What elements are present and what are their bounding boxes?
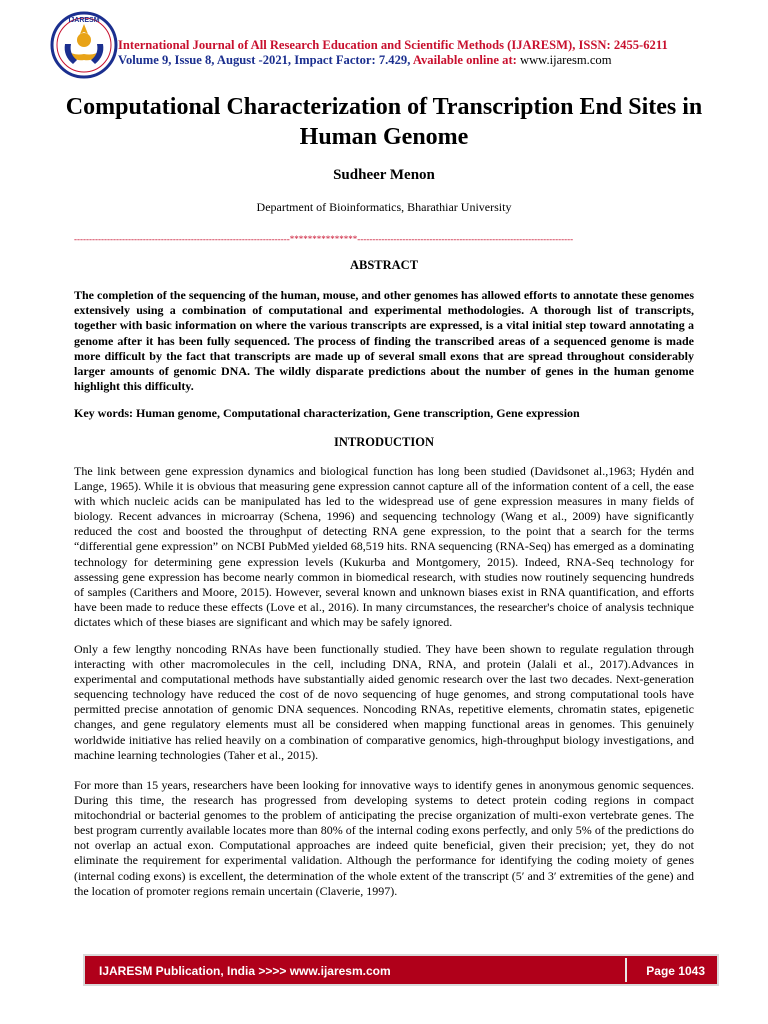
journal-site-link[interactable]: www.ijaresm.com bbox=[519, 53, 612, 67]
journal-logo bbox=[49, 10, 119, 80]
page-footer bbox=[83, 954, 719, 986]
abstract-heading: ABSTRACT bbox=[349, 258, 419, 272]
keywords: Key words: Human genome, Computational characterization, Gene transcription, Gene expression bbox=[74, 406, 580, 420]
journal-name: International Journal of All Research Education and Scientific Methods (IJARESM), bbox=[118, 38, 576, 52]
journal-issn: ISSN: 2455-6211 bbox=[578, 38, 668, 52]
author-affiliation: Department of Bioinformatics, Bharathiar University bbox=[256, 200, 512, 214]
intro-paragraph-1: The link between gene expression dynamics and biological function has long been studied (Davidsonet al.,1963; Hydén and Lange, 1965). While it is obvious that measuring gene expression cannot capture all of the information content of a cell, the ease with which nucleic acids can be manipulated has led to the widespread use of gene expression measures in many fields of biology. Recent advances in microarray (Schena, 1996) and sequencing technology (Wang et al., 2009) have significantly reduced the cost and boosted the throughput of detecting RNA gene expression, to the point that a search for the terms “differential gene expression” on NCBI PubMed yielded 68,519 hits. RNA sequencing (RNA-Seq) has emerged as a dominating technology for determining gene expression levels (Kukurba and Montgomery, 2015). Indeed, RNA-Seq technology for assessing gene expression has become nearly common in biomedical research, with studies now routinely sequencing hundreds of samples (Carithers and Moore, 2015). However, several known and unknown biases exist in RNA quantification, and efforts have been made to reduce these effects (Love et al., 2016). In many circumstances, the researcher's choice of analysis technique dictates which of these biases are significant and which may be safely ignored. bbox=[74, 464, 694, 629]
footer-separator bbox=[625, 958, 627, 982]
paper-title: Computational Characterization of Transcription End Sites in Human Genome bbox=[65, 94, 703, 150]
journal-header bbox=[118, 38, 738, 68]
logo-text: IJARESM bbox=[68, 17, 100, 24]
section-divider: ------------------------------------------------------------------------***************------------------------------------------------------------------------ bbox=[74, 234, 574, 244]
intro-paragraph-2: Only a few lengthy noncoding RNAs have been functionally studied. They have been shown to regulate regulation through interacting with other macromolecules in the cell, including DNA, RNA, and protein (Jalali et al., 2017).Advances in experimental and computational methods have substantially aided genomic research over the last two decades. Next-generation sequencing technology have reduced the cost of de novo sequencing of huge genomes, and strong computational tools have permitted precise annotation of genomic DNA sequences. Noncoding RNAs, repetitive elements, chromatin states, epigenetic changes, and gene regulatory elements must all be considered when mapping functional areas in genomes. This genuinely worldwide initiative has relied heavily on a combination of comparative genomics, high-throughput biology investigations, and machine learning technologies (Taher et al., 2015). bbox=[74, 642, 694, 762]
intro-paragraph-3: For more than 15 years, researchers have been looking for innovative ways to identify genes in anonymous genomic sequences. During this time, the research has progressed from developing systems to detect protein coding regions in compact mitochondrial or bacterial genomes to the problem of anticipating the precise organization of multi-exon vertebrate genes. The best program currently available locates more than 80% of the internal coding exons perfectly, and only 5% of the predictions do not overlap an actual exon. Computational approaches are indeed quite beneficial, given their precision; yet, they do not eliminate the requirement for experimental validation. Although the performance for identifying the coding moiety of genes (internal coding exons) is excellent, the determination of the whole extent of the transcript (5′ and 3′ extremities of the gene) and the location of promoter regions remain uncertain (Claverie, 1997). bbox=[74, 778, 694, 898]
journal-volume: Volume 9, Issue 8, August -2021, Impact Factor: 7.429, bbox=[118, 53, 411, 67]
footer-publisher: IJARESM Publication, India >>>> www.ijaresm.com bbox=[99, 964, 391, 978]
introduction-heading: INTRODUCTION bbox=[333, 435, 434, 449]
paper-author: Sudheer Menon bbox=[333, 167, 435, 183]
page-number: Page 1043 bbox=[646, 964, 705, 978]
available-online-label: Available online at: bbox=[412, 53, 517, 67]
abstract-text: The completion of the sequencing of the human, mouse, and other genomes has allowed efforts to annotate these genomes extensively using a combination of computational and experimental methodologies. A thorough list of transcripts, together with basic information on where the various transcripts are expressed, is a vital initial step toward annotating a genome after it has been fully sequenced. The process of finding the transcribed areas of a sequenced genome is made more difficult by the fact that transcripts are made up of several small exons that are spread throughout considerably larger amounts of genomic DNA. The wildly disparate predictions about the number of genes in the human genome highlight this difficulty. bbox=[74, 288, 694, 394]
